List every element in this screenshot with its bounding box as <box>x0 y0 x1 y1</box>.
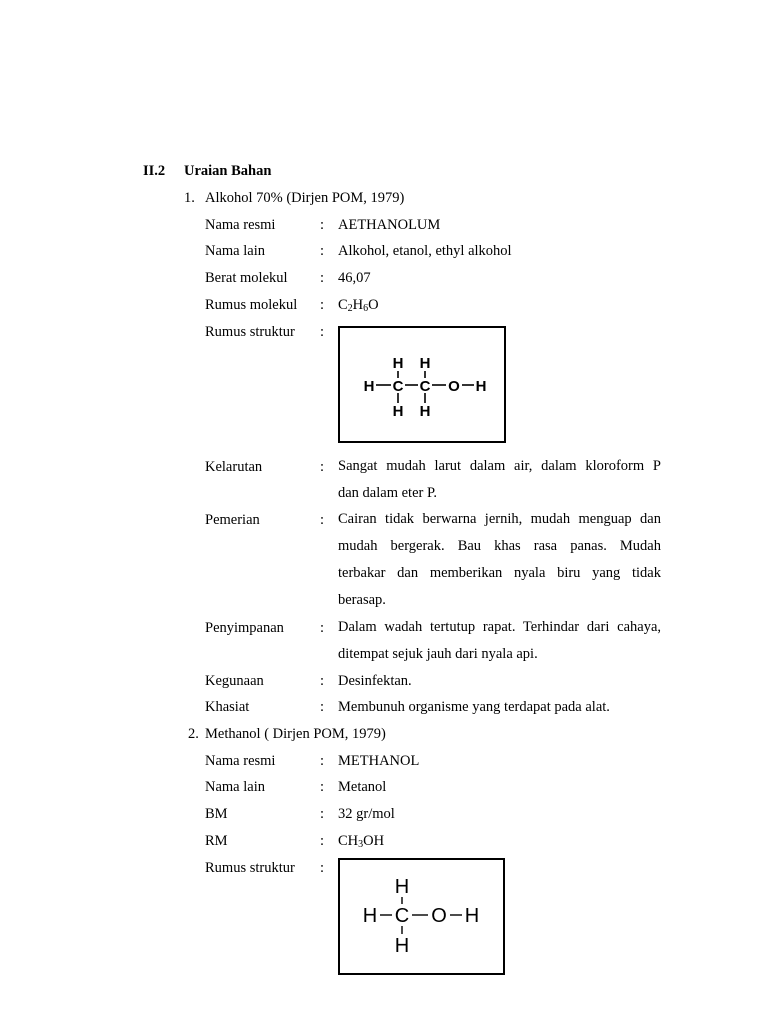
formula-part: O <box>368 297 379 313</box>
label-nama-lain-2: Nama lain <box>205 779 265 795</box>
text-line: Cairan tidak berwarna jernih, mudah menguap dan <box>338 511 661 527</box>
item-number-2: 2. <box>188 726 199 742</box>
colon: : <box>320 512 325 528</box>
formula-subscript: 6 <box>363 303 369 314</box>
formula-subscript: 3 <box>358 839 364 850</box>
value-rumus-molekul <box>338 295 379 315</box>
colon: : <box>320 324 325 340</box>
text-line: mudah bergerak. Bau khas rasa panas. Mudah <box>338 538 661 554</box>
value-nama-lain-1: Alkohol, etanol, ethyl alkohol <box>338 243 512 259</box>
value-nama-lain-2: Metanol <box>338 779 387 795</box>
label-bm: BM <box>205 806 228 822</box>
methanol-structure-diagram <box>340 860 503 973</box>
atom-h: H <box>419 403 431 420</box>
section-title: Uraian Bahan <box>184 163 272 179</box>
value-kegunaan: Desinfektan. <box>338 673 412 689</box>
colon: : <box>320 243 325 259</box>
atom-h: H <box>394 935 410 957</box>
value-bm: 32 gr/mol <box>338 806 395 822</box>
colon: : <box>320 860 325 876</box>
label-nama-resmi-1: Nama resmi <box>205 217 276 233</box>
label-khasiat: Khasiat <box>205 699 250 715</box>
colon: : <box>320 270 325 286</box>
label-rm: RM <box>205 833 228 849</box>
ethanol-structure-diagram <box>340 328 504 441</box>
colon: : <box>320 753 325 769</box>
value-kelarutan <box>338 453 661 507</box>
formula-subscript: 2 <box>347 303 353 314</box>
text-line: berasap. <box>338 592 386 608</box>
value-pemerian <box>338 506 661 614</box>
colon: : <box>320 779 325 795</box>
atom-h: H <box>419 355 431 372</box>
item-number-1: 1. <box>184 190 195 206</box>
value-berat-molekul: 46,07 <box>338 270 371 286</box>
atom-c: C <box>419 378 431 395</box>
colon: : <box>320 297 325 313</box>
atom-h: H <box>464 905 480 927</box>
label-rumus-molekul: Rumus molekul <box>205 297 298 313</box>
colon: : <box>320 699 325 715</box>
value-rm <box>338 831 384 851</box>
label-pemerian: Pemerian <box>205 512 260 528</box>
label-nama-lain-1: Nama lain <box>205 243 265 259</box>
colon: : <box>320 217 325 233</box>
atom-h: H <box>392 355 404 372</box>
formula-part: OH <box>363 833 385 849</box>
colon: : <box>320 673 325 689</box>
text-line: terbakar dan memberikan nyala biru yang tidak <box>338 565 661 581</box>
atom-h: H <box>392 403 404 420</box>
atom-h: H <box>394 876 410 898</box>
value-nama-resmi-1: AETHANOLUM <box>338 217 441 233</box>
atom-c: C <box>392 378 404 395</box>
label-rumus-struktur-1: Rumus struktur <box>205 324 295 340</box>
atom-h: H <box>475 378 487 395</box>
label-berat-molekul: Berat molekul <box>205 270 288 286</box>
formula-part: CH <box>338 833 359 849</box>
atom-h: H <box>362 905 378 927</box>
item-heading-1: Alkohol 70% (Dirjen POM, 1979) <box>205 190 405 206</box>
colon: : <box>320 620 325 636</box>
text-line: ditempat sejuk jauh dari nyala api. <box>338 646 538 662</box>
atom-c: C <box>394 905 410 927</box>
atom-o: O <box>431 905 447 927</box>
label-rumus-struktur-2: Rumus struktur <box>205 860 295 876</box>
label-kegunaan: Kegunaan <box>205 673 264 689</box>
text-line: Dalam wadah tertutup rapat. Terhindar dari cahaya, <box>338 619 661 635</box>
value-nama-resmi-2: METHANOL <box>338 753 420 769</box>
text-line: Sangat mudah larut dalam air, dalam kloroform P <box>338 458 661 474</box>
formula-part: C <box>338 297 348 313</box>
formula-part: H <box>352 297 364 313</box>
ethanol-structure-box <box>338 326 506 443</box>
text-line: dan dalam eter P. <box>338 485 438 501</box>
value-khasiat: Membunuh organisme yang terdapat pada alat. <box>338 699 610 715</box>
section-number: II.2 <box>143 163 166 179</box>
item-heading-2: Methanol ( Dirjen POM, 1979) <box>205 726 386 742</box>
atom-h: H <box>363 378 375 395</box>
methanol-structure-box <box>338 858 505 975</box>
value-penyimpanan <box>338 614 661 668</box>
label-kelarutan: Kelarutan <box>205 459 263 475</box>
label-nama-resmi-2: Nama resmi <box>205 753 276 769</box>
label-penyimpanan: Penyimpanan <box>205 620 284 636</box>
colon: : <box>320 459 325 475</box>
colon: : <box>320 833 325 849</box>
atom-o: O <box>448 378 460 395</box>
colon: : <box>320 806 325 822</box>
